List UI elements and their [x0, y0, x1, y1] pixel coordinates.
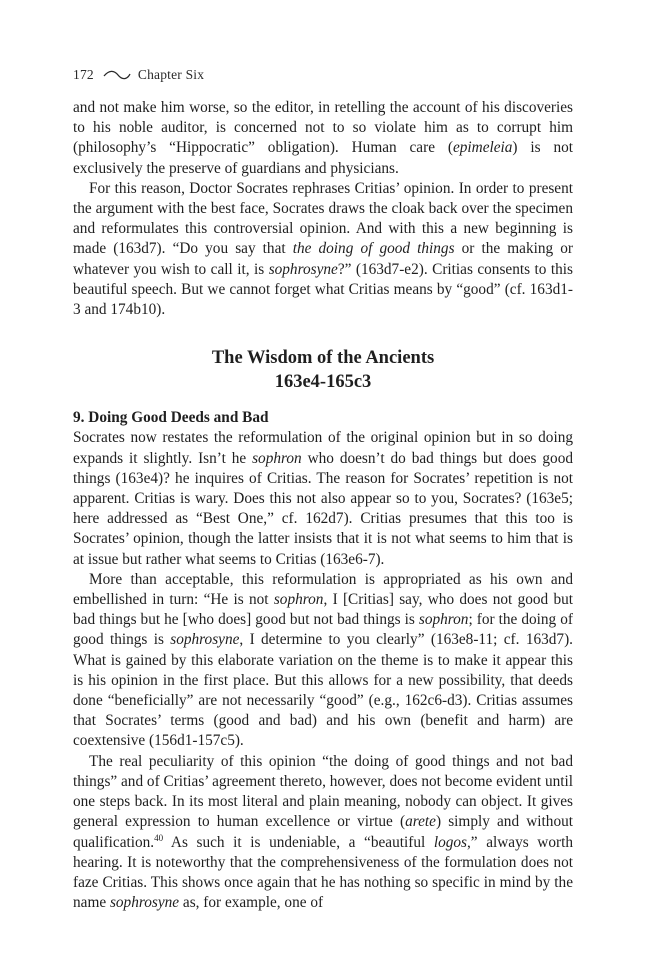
- chapter-title: Chapter Six: [137, 67, 205, 82]
- section-heading: [73, 346, 573, 394]
- paragraph-p3: Socrates now restates the reformulation of the original opinion but in so doing expands it slightly. Isn’t he sophron who doesn’t do bad things but does good things (163e4)? he inquires of Critias. The reason for Socrates’ repetition is not apparent. Critias is wary. Does this not also appear so to you, Socrates? (163e5; here addressed as “Best One,” cf. 162d7). Critias presumes that this too is Socrates’ opinion, though the latter insists that it is not what seems to him that is at issue but rather what seems to Critias (163e6-7).: [73, 429, 573, 568]
- section-title: The Wisdom of the Ancients: [211, 348, 435, 369]
- paragraph-p2: For this reason, Doctor Socrates rephrases Critias’ opinion. In order to present the argument with the best face, Socrates draws the cloak back over the specimen and reformulates this controversial opinion. And with this a new beginning is made (163d7). “Do you say that the doing of good things or the making or whatever you wish to call it, is sophrosyne?” (163d7-e2). Critias consents to this beautiful speech. But we cannot forget what Critias means by “good” (cf. 163d1-3 and 174b10).: [73, 179, 573, 319]
- swash-ornament-icon: [102, 69, 132, 81]
- paragraph-p1: and not make him worse, so the editor, in retelling the account of his discoveries to his noble auditor, is concerned not to so violate him as to corrupt him (philosophy’s “Hippocratic” obligation). Human care (epimeleia) is not exclusively the preserve of guardians and physicians.: [73, 99, 573, 177]
- opening-paragraphs: [73, 98, 573, 320]
- section-paragraphs: [73, 428, 573, 913]
- paragraph-p5: The real peculiarity of this opinion “the doing of good things and not bad things” and of Critias’ agreement thereto, however, does not become evident until one steps back. In its most literal and plain meaning, nobody can object. It gives general expression to human excellence or virtue (arete) simply and without qualification.$^{40}$ As such it is undeniable, a “beautiful logos,” always worth hearing. It is noteworthy that the comprehensiveness of the formulation does not faze Critias. This shows once again that he has nothing so specific in mind by the name sophrosyne as, for example, one of: [73, 752, 573, 912]
- body-text: [73, 98, 573, 913]
- paragraph-p4: More than acceptable, this reformulation is appropriated as his own and embellished in turn: “He is not sophron, I [Critias] say, who does not good but bad things but he [who does] good but not bad things is sophron; for the doing of good things is sophrosyne, I determine to you clearly” (163e8-11; cf. 163d7). What is gained by this elaborate variation on the theme is to make it appear this is his opinion in the first place. But this allows for a new possibility, that deeds done “beneficially” are not necessarily “good” (e.g., 162c6-d3). Critias assumes that Socrates’ terms (good and bad) and his own (benefit and harm) are coextensive (156d1-157c5).: [73, 570, 574, 750]
- subsection-title: 9. Doing Good Deeds and Bad: [73, 409, 269, 427]
- section-range: 163e4-165c3: [274, 372, 372, 393]
- running-head: [73, 67, 204, 83]
- page-number: 172: [73, 67, 94, 82]
